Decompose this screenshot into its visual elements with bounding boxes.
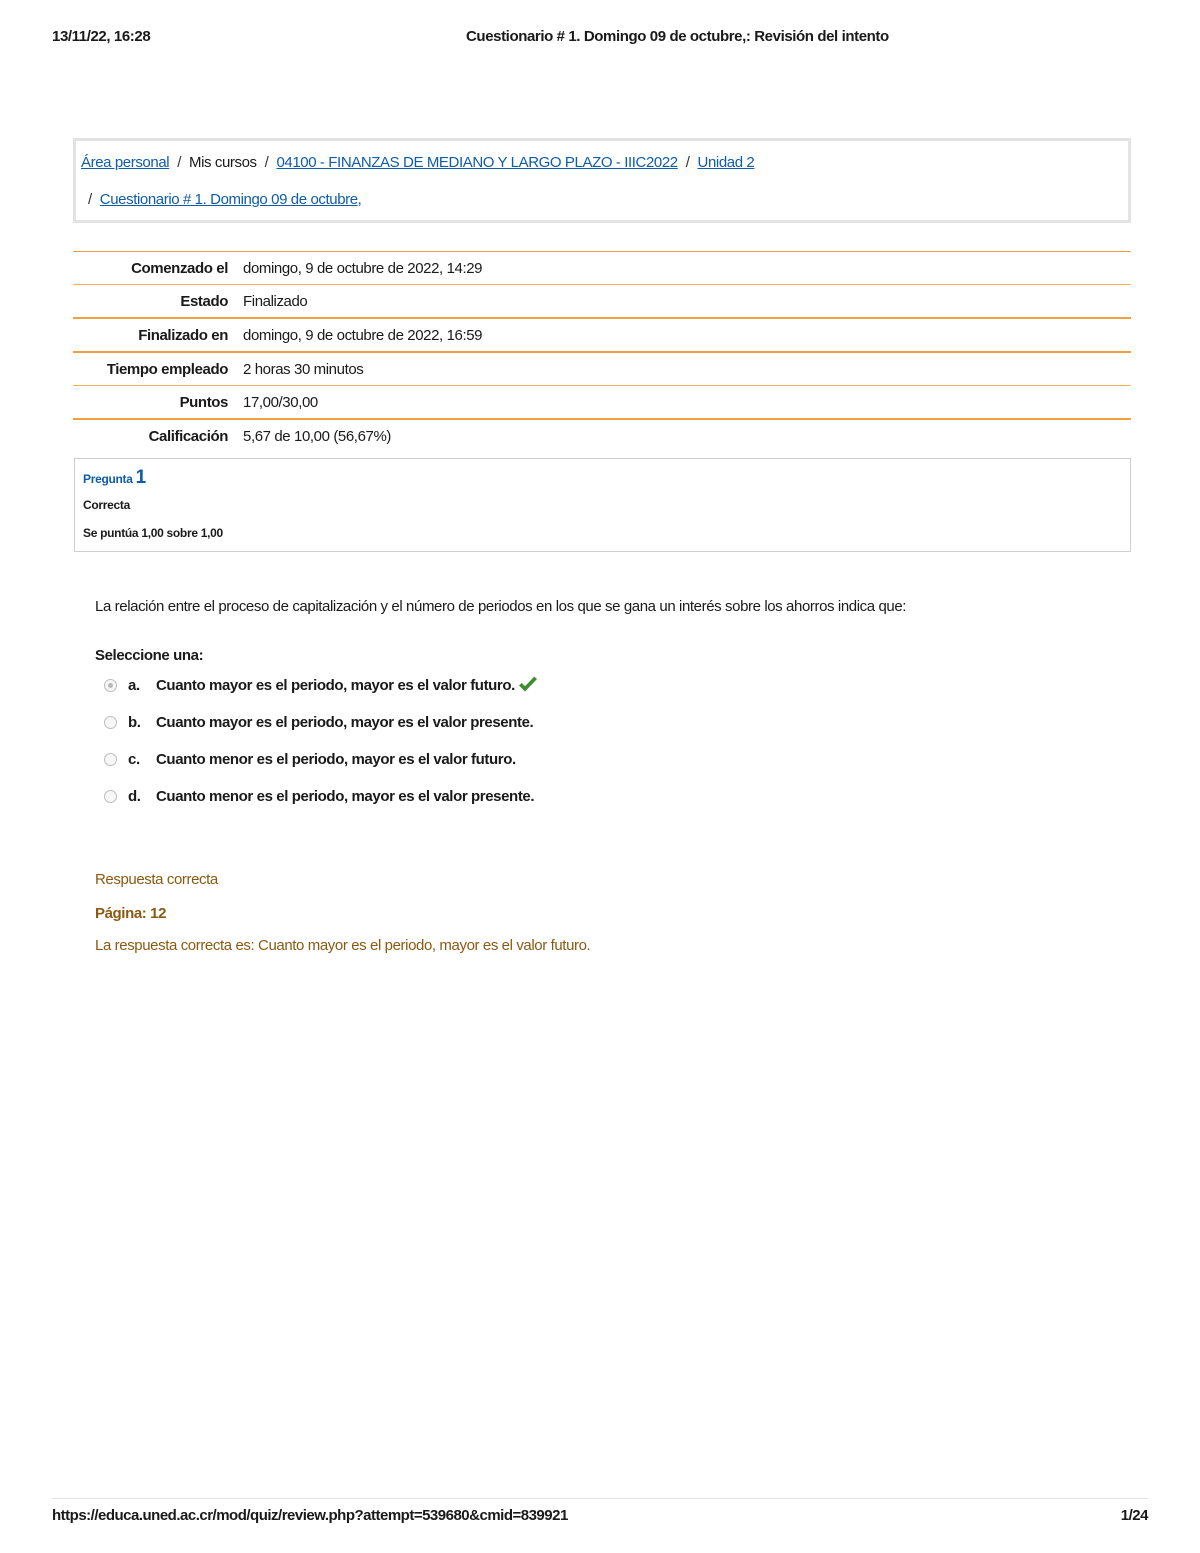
answer-letter: b. bbox=[128, 713, 141, 731]
print-title: Cuestionario # 1. Domingo 09 de octubre,: Revisión del intento bbox=[466, 28, 889, 45]
radio-button[interactable] bbox=[104, 753, 117, 766]
question-grade: Se puntúa 1,00 sobre 1,00 bbox=[83, 526, 223, 540]
breadcrumb-mis-cursos: Mis cursos bbox=[188, 154, 257, 171]
breadcrumb-unidad[interactable]: Unidad 2 bbox=[697, 154, 755, 171]
feedback-correct-answer: La respuesta correcta es: Cuanto mayor es el periodo, mayor es el valor futuro. bbox=[95, 937, 591, 954]
answer-option-b[interactable] bbox=[104, 710, 533, 734]
summary-value: domingo, 9 de octubre de 2022, 16:59 bbox=[243, 327, 483, 344]
summary-value: 2 horas 30 minutos bbox=[243, 361, 364, 378]
answer-letter: c. bbox=[128, 750, 140, 768]
print-page-number: 1/24 bbox=[1120, 1507, 1148, 1524]
summary-row bbox=[73, 319, 1131, 353]
summary-label: Finalizado en bbox=[138, 327, 228, 344]
summary-row bbox=[73, 420, 1131, 452]
radio-button[interactable] bbox=[104, 790, 117, 803]
summary-label: Puntos bbox=[179, 394, 228, 411]
print-date: 13/11/22, 16:28 bbox=[52, 28, 151, 45]
summary-value: 5,67 de 10,00 (56,67%) bbox=[243, 428, 391, 445]
footer-divider bbox=[52, 1498, 1148, 1499]
summary-label: Tiempo empleado bbox=[106, 361, 228, 378]
attempt-summary-table bbox=[73, 251, 1131, 452]
answer-text: Cuanto mayor es el periodo, mayor es el valor futuro. bbox=[156, 676, 515, 694]
summary-value: 17,00/30,00 bbox=[243, 394, 318, 411]
check-icon bbox=[517, 676, 539, 694]
feedback-result: Respuesta correcta bbox=[95, 871, 218, 888]
answer-letter: a. bbox=[128, 676, 140, 694]
summary-value: Finalizado bbox=[243, 293, 308, 310]
question-number-value: 1 bbox=[135, 467, 146, 488]
summary-row bbox=[73, 285, 1131, 319]
summary-label: Estado bbox=[180, 293, 228, 310]
breadcrumb-separator: / bbox=[177, 154, 181, 171]
breadcrumb-area-personal[interactable]: Área personal bbox=[81, 154, 170, 171]
radio-button[interactable] bbox=[104, 716, 117, 729]
answer-option-d[interactable] bbox=[104, 784, 534, 808]
question-text: La relación entre el proceso de capitalización y el número de periodos en los que se gana un interés sobre los ahorros indica que: bbox=[95, 598, 907, 615]
print-header bbox=[52, 28, 1148, 50]
question-state: Correcta bbox=[83, 498, 130, 512]
answer-text: Cuanto mayor es el periodo, mayor es el valor presente. bbox=[156, 713, 534, 731]
summary-row bbox=[73, 252, 1131, 285]
breadcrumb-separator: / bbox=[88, 191, 92, 208]
radio-button-selected[interactable] bbox=[104, 679, 117, 692]
answer-option-c[interactable] bbox=[104, 747, 516, 771]
print-url: https://educa.uned.ac.cr/mod/quiz/review.php?attempt=539680&cmid=839921 bbox=[52, 1507, 568, 1524]
breadcrumb bbox=[73, 138, 1131, 223]
question-label: Pregunta bbox=[83, 472, 133, 486]
feedback-page: Página: 12 bbox=[95, 905, 167, 922]
breadcrumb-quiz[interactable]: Cuestionario # 1. Domingo 09 de octubre, bbox=[99, 191, 362, 208]
answer-text: Cuanto menor es el periodo, mayor es el valor futuro. bbox=[156, 750, 516, 768]
breadcrumb-separator: / bbox=[685, 154, 690, 171]
summary-row bbox=[73, 386, 1131, 420]
question-info-box bbox=[74, 458, 1131, 552]
summary-value: domingo, 9 de octubre de 2022, 14:29 bbox=[243, 260, 483, 277]
breadcrumb-line-1 bbox=[81, 154, 754, 171]
summary-row bbox=[73, 353, 1131, 386]
breadcrumb-separator: / bbox=[264, 154, 269, 171]
question-number bbox=[83, 467, 146, 489]
answer-prompt: Seleccione una: bbox=[95, 647, 204, 664]
breadcrumb-course[interactable]: 04100 - FINANZAS DE MEDIANO Y LARGO PLAZO - IIIC2022 bbox=[276, 154, 678, 171]
answer-text: Cuanto menor es el periodo, mayor es el valor presente. bbox=[156, 787, 535, 805]
breadcrumb-line-2 bbox=[88, 191, 361, 208]
summary-label: Comenzado el bbox=[131, 260, 228, 277]
summary-label: Calificación bbox=[148, 428, 228, 445]
answer-option-a[interactable] bbox=[104, 673, 539, 697]
answer-letter: d. bbox=[128, 787, 141, 805]
